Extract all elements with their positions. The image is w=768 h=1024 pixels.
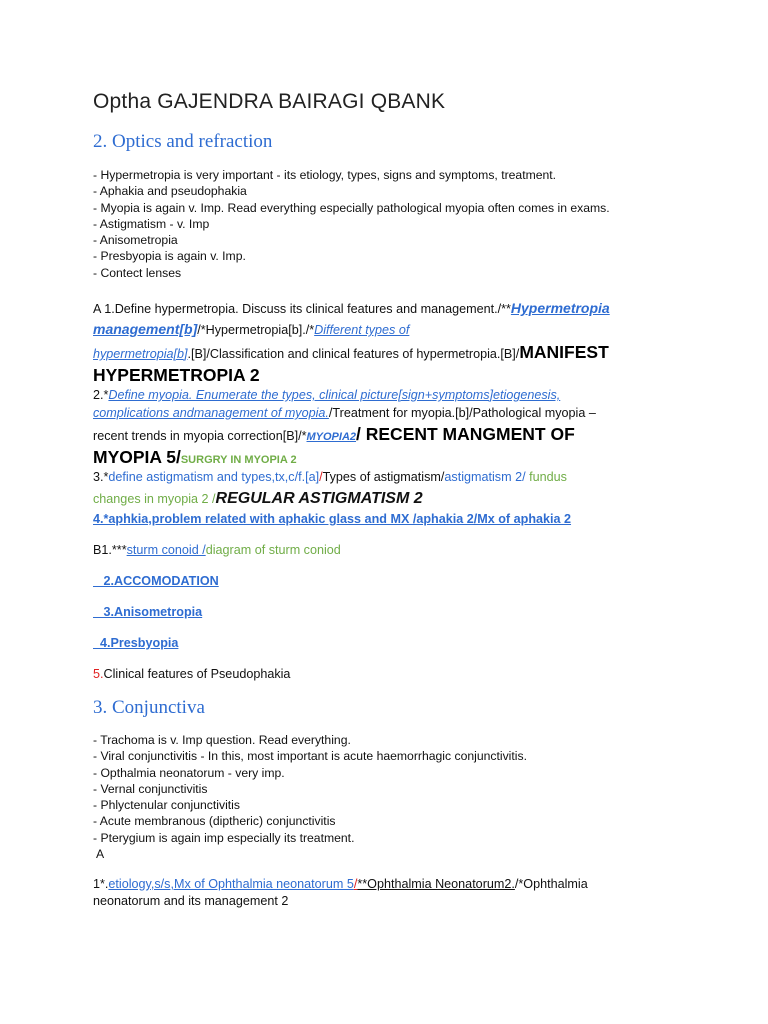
link-ophthalmia-etiology[interactable]: etiology,s/s,Mx of Ophthalmia neonatorum 5 <box>108 877 354 891</box>
conjunctiva-bullet-list <box>93 732 527 862</box>
question-conj-1-line1: 1*.etiology,s/s,Mx of Ophthalmia neonatorum 5/**Ophthalmia Neonatorum2./*Ophthalmia <box>93 877 588 891</box>
list-item: A <box>96 847 105 862</box>
list-item: - Trachoma is v. Imp question. Read everything. <box>93 733 351 747</box>
section-heading-conjunctiva: 3. Conjunctiva <box>93 697 205 718</box>
question-b1: B1.***sturm conoid /diagram of sturm coniod <box>93 543 341 557</box>
question-conj-1-line2: neonatorum and its management 2 <box>93 894 289 908</box>
list-item: - Viral conjunctivitis - In this, most important is acute haemorrhagic conjunctivitis. <box>93 749 527 764</box>
link-hypermetropia-b[interactable]: hypermetropia[b] <box>93 347 188 361</box>
list-item: - Acute membranous (diptheric) conjunctivitis <box>93 814 336 829</box>
list-item: - Hypermetropia is very important - its etiology, types, signs and symptoms, treatment. <box>93 168 557 182</box>
link-hypermetropia[interactable]: Hypermetropia <box>510 300 610 316</box>
question-b5: 5.Clinical features of Pseudophakia <box>93 667 291 681</box>
link-ophthalmia-neonatorum2[interactable]: **Ophthalmia Neonatorum2. <box>357 877 515 891</box>
list-item: - Astigmatism - v. Imp <box>93 216 210 231</box>
list-item: - Contect lenses <box>93 265 182 280</box>
list-item: - Opthalmia neonatorum - very imp. <box>93 765 285 780</box>
link-sturm-conoid[interactable]: sturm conoid / <box>126 543 206 557</box>
link-presbyopia[interactable]: 4.Presbyopia <box>93 636 179 650</box>
link-management-b[interactable]: management[b] <box>93 321 198 337</box>
list-item: - Presbyopia is again v. Imp. <box>93 249 246 264</box>
link-anisometropia[interactable]: 3.Anisometropia <box>93 605 203 619</box>
list-item: - Anisometropia <box>93 233 178 248</box>
question-a2-line4: MYOPIA 5/SURGRY IN MYOPIA 2 <box>93 447 297 467</box>
link-complications-myopia[interactable]: complications andmanagement of myopia. <box>93 406 329 420</box>
question-a1-line3: hypermetropia[b].[B]/Classification and clinical features of hypermetropia.[B]/MANIFEST <box>93 342 609 362</box>
list-item: - Myopia is again v. Imp. Read everything especially pathological myopia often comes in exams. <box>93 200 610 215</box>
optics-bullet-list <box>93 167 610 281</box>
link-accomodation[interactable]: 2.ACCOMODATION <box>93 574 219 588</box>
document-title: Optha GAJENDRA BAIRAGI QBANK <box>93 90 446 113</box>
question-a1-line4: HYPERMETROPIA 2 <box>93 365 260 385</box>
question-a1-line1: A 1.Define hypermetropia. Discuss its clinical features and management./**Hypermetropia <box>93 300 610 316</box>
question-a2-line3: recent trends in myopia correction[B]/*MYOPIA2/ RECENT MANGMENT OF <box>93 424 575 444</box>
question-a1-line2: management[b]/*Hypermetropia[b]./*Different types of <box>93 321 410 337</box>
list-item: - Phlyctenular conjunctivitis <box>93 798 240 813</box>
section-heading-optics: 2. Optics and refraction <box>93 131 273 152</box>
link-different-types[interactable]: Different types of <box>314 323 410 337</box>
question-a3-line1: 3.*define astigmatism and types,tx,c/f.[a]/Types of astigmatism/astigmatism 2/ fundus <box>93 470 567 484</box>
question-a4-link[interactable]: 4.*aphkia,problem related with aphakic glass and MX /aphakia 2/Mx of aphakia 2 <box>93 512 572 526</box>
question-a2-line2: complications andmanagement of myopia./Treatment for myopia.[b]/Pathological myopia – <box>93 406 596 420</box>
list-item: - Vernal conjunctivitis <box>93 781 208 796</box>
link-myopia2[interactable]: MYOPIA2 <box>306 431 357 443</box>
link-define-myopia[interactable]: Define myopia. Enumerate the types, clinical picture[sign+symptoms]etiogenesis, <box>108 388 561 402</box>
link-astigmatism-2[interactable]: astigmatism 2/ <box>444 470 526 484</box>
question-a2-line1: 2.*Define myopia. Enumerate the types, clinical picture[sign+symptoms]etiogenesis, <box>93 388 561 402</box>
list-item: - Pterygium is again imp especially its treatment. <box>93 830 355 845</box>
question-a3-line2: changes in myopia 2 /REGULAR ASTIGMATISM 2 <box>93 490 423 507</box>
link-define-astigmatism[interactable]: define astigmatism and types,tx,c/f.[a] <box>108 470 320 484</box>
list-item: - Aphakia and pseudophakia <box>93 184 247 199</box>
